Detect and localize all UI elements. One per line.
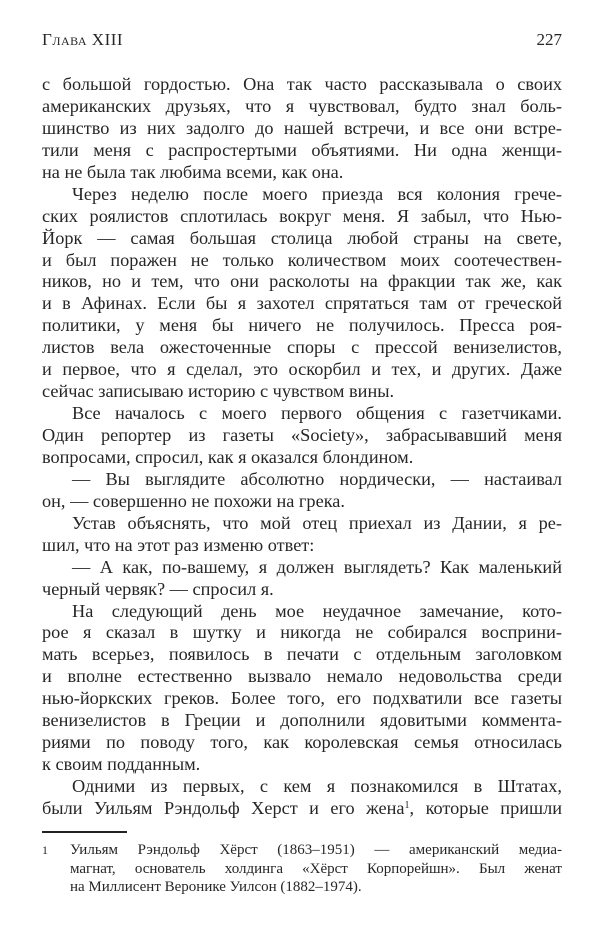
footnote-text — [70, 841, 562, 897]
text-line: вопросами, спросил, как я оказался блондином. — [42, 446, 414, 467]
footnote-line: на Миллисент Веронике Уилсон (1882–1974). — [70, 879, 362, 895]
text-line: Йорк — самая большая столица любой страны на свете, — [42, 227, 562, 248]
text-line: рое я сказал в шутку и никогда не собирался восприни- — [42, 622, 562, 643]
text-line: На следующий день мое неудачное замечание, кото- — [72, 600, 562, 621]
text-line: к своим подданным. — [42, 754, 201, 775]
text-line: он, — совершенно не похожи на грека. — [42, 490, 345, 511]
text-line: риями по поводу того, как королевская семья относилась — [42, 732, 562, 753]
text-line: американских друзьях, что я чувствовал, будто знал боль- — [42, 95, 562, 116]
text-line: на не была так любима всеми, как она. — [42, 161, 344, 182]
text-fragment: были Уильям Рэндольф Херст и его жена — [42, 797, 405, 818]
footnote-separator — [42, 831, 127, 833]
running-header — [42, 29, 562, 51]
page-number: 227 — [536, 30, 562, 49]
footnote — [42, 841, 562, 897]
body-text — [42, 74, 562, 820]
text-line: ников, но и тем, что они расколоты на фракции так же, как — [42, 271, 562, 292]
text-line: и вполне естественно вызвало немало недовольства среди — [42, 666, 562, 687]
text-line: венизелистов в Греции и дополнили ядовитыми коммента- — [42, 710, 562, 731]
text-line: Через неделю после моего приезда вся колония грече- — [72, 183, 562, 204]
text-line: нью-йоркских греков. Более того, его подхватили все газеты — [42, 688, 562, 709]
text-line: Все началось с моего первого общения с газетчиками. — [72, 403, 562, 424]
text-line: политики, у меня бы ничего не получилось. Пресса роя- — [42, 315, 562, 336]
text-line — [42, 798, 562, 820]
text-line: с большой гордостью. Она так часто рассказывала о своих — [42, 74, 562, 94]
text-line: — А как, по-вашему, я должен выглядеть? Как маленький — [72, 556, 562, 577]
text-line: Один репортер из газеты «Society», забрасывавший меня — [42, 425, 562, 445]
text-line: и первое, что я сделал, это оскорбил и тех, и других. Даже — [42, 359, 562, 380]
chapter-title: Глава XIII — [42, 30, 124, 49]
text-line: тили меня с распростертыми объятиями. Ни одна женщи- — [42, 139, 562, 160]
text-line: листов вела ожесточенные споры с прессой венизелистов, — [42, 337, 562, 358]
footnote-line: магнат, основатель холдинга «Хёрст Корпорейшн». Был женат — [70, 860, 562, 877]
text-line: — Вы выглядите абсолютно нордически, — настаивал — [72, 468, 562, 489]
text-line: Одними из первых, с кем я познакомился в Штатах, — [72, 776, 562, 796]
text-line: черный червяк? — спросил я. — [42, 578, 274, 599]
footnote-reference[interactable]: 1 — [404, 799, 410, 811]
text-line: ских роялистов сплотилась вокруг меня. Я забыл, что Нью- — [42, 205, 562, 226]
text-line: шинство из них задолго до нашей встречи, и все они встре- — [42, 117, 562, 138]
text-line: сейчас записываю историю с чувством вины. — [42, 381, 395, 402]
text-line: и в Афинах. Если бы я захотел спрятаться там от греческой — [42, 293, 562, 314]
text-fragment: , которые пришли — [409, 797, 562, 818]
text-line: Устав объяснять, что мой отец приехал из Дании, я ре- — [72, 512, 562, 533]
text-line: шил, что на этот раз изменю ответ: — [42, 534, 315, 555]
footnote-line: Уильям Рэндольф Хёрст (1863–1951) — американский медиа- — [70, 842, 562, 858]
text-line: мать всерьез, появилось в печати с отдельным заголовком — [42, 644, 562, 665]
footnote-mark: 1 — [42, 843, 48, 857]
text-line: и был поражен не только количеством моих соотечествен- — [42, 249, 562, 270]
